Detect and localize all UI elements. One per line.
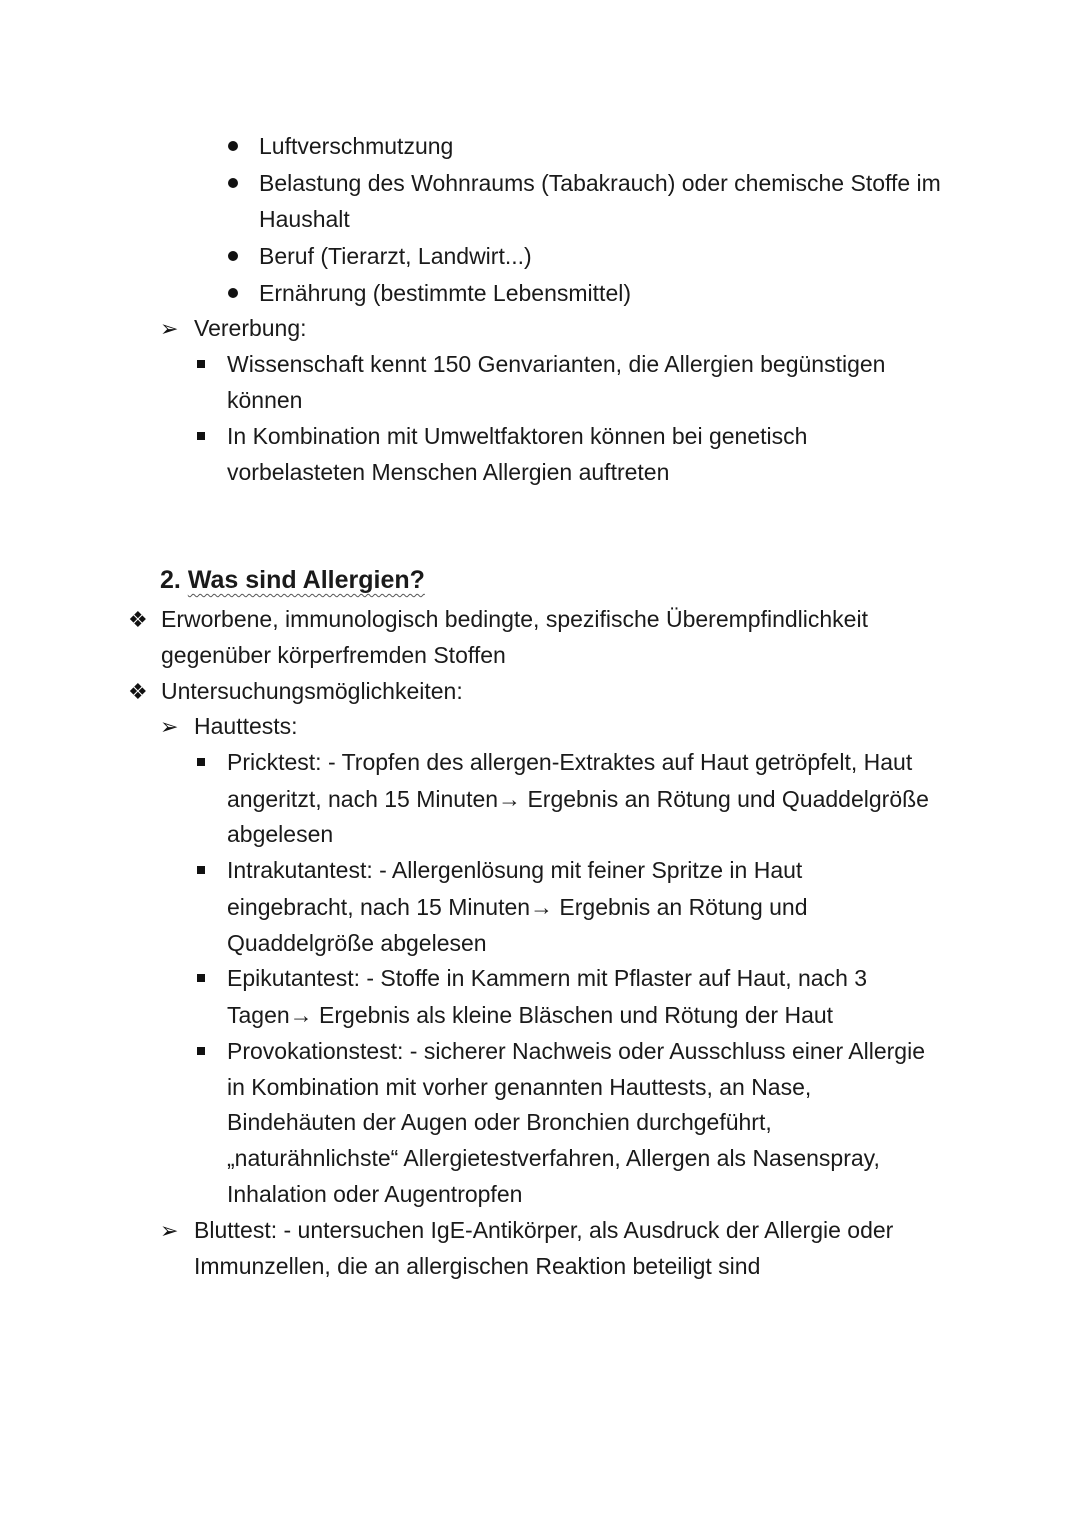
list-item: Beruf (Tierarzt, Landwirt...) (259, 243, 532, 269)
bluttest-text-continuation: Immunzellen, die an allergischen Reaktion beteiligt sind (194, 1253, 761, 1279)
list-item-continuation: Haushalt (259, 206, 350, 232)
pricktest-text-continuation: abgelesen (227, 821, 334, 847)
provokationstest-text-continuation: „naturähnlichste“ Allergietestverfahren, Allergen als Nasenspray, (227, 1145, 880, 1171)
bullet-dot (228, 288, 238, 298)
intrakutantest-text-continuation: Quaddelgröße abgelesen (227, 930, 487, 956)
list-item: In Kombination mit Umweltfaktoren können bei genetisch (227, 423, 808, 449)
square-bullet (197, 974, 205, 982)
section-title: Was sind Allergien? (187, 566, 425, 594)
section-number: 2. (160, 566, 181, 594)
intrakutantest-text-continuation: eingebracht, nach 15 Minuten→ Ergebnis an Rötung und (227, 894, 808, 920)
provokationstest-text: Provokationstest: - sicherer Nachweis oder Ausschluss einer Allergie (227, 1038, 925, 1064)
vererbung-label: Vererbung: (194, 315, 307, 341)
diamond-bullet-icon: ❖ (128, 679, 148, 704)
bullet-dot (228, 141, 238, 151)
diamond-bullet-icon: ❖ (128, 607, 148, 632)
list-item: Luftverschmutzung (259, 133, 454, 159)
square-bullet (197, 1047, 205, 1055)
definition-text: Erworbene, immunologisch bedingte, spezifische Überempfindlichkeit (161, 606, 868, 632)
list-item: Belastung des Wohnraums (Tabakrauch) oder chemische Stoffe im (259, 170, 941, 196)
square-bullet (197, 866, 205, 874)
pricktest-text: Pricktest: - Tropfen des allergen-Extraktes auf Haut getröpfelt, Haut (227, 749, 913, 775)
definition-text-continuation: gegenüber körperfremden Stoffen (161, 642, 506, 668)
section-heading (160, 562, 425, 598)
list-item-continuation: können (227, 387, 303, 413)
methods-label: Untersuchungsmöglichkeiten: (161, 678, 463, 704)
square-bullet (197, 360, 205, 368)
list-item-continuation: vorbelasteten Menschen Allergien auftreten (227, 459, 670, 485)
epikutantest-text: Epikutantest: - Stoffe in Kammern mit Pflaster auf Haut, nach 3 (227, 965, 868, 991)
square-bullet (197, 432, 205, 440)
hauttests-label: Hauttests: (194, 713, 298, 739)
list-item: Ernährung (bestimmte Lebensmittel) (259, 280, 631, 306)
provokationstest-text-continuation: Inhalation oder Augentropfen (227, 1181, 523, 1207)
arrow-bullet-icon: ➢ (160, 714, 179, 739)
bullet-dot (228, 178, 238, 188)
epikutantest-text-continuation: Tagen→ Ergebnis als kleine Bläschen und Rötung der Haut (227, 1002, 834, 1028)
pricktest-text-continuation: angeritzt, nach 15 Minuten→ Ergebnis an Rötung und Quaddelgröße (227, 786, 929, 812)
intrakutantest-text: Intrakutantest: - Allergenlösung mit feiner Spritze in Haut (227, 857, 803, 883)
arrow-bullet-icon: ➢ (160, 1218, 179, 1243)
provokationstest-text-continuation: in Kombination mit vorher genannten Hauttests, an Nase, (227, 1074, 812, 1100)
bluttest-text: Bluttest: - untersuchen IgE-Antikörper, als Ausdruck der Allergie oder (194, 1217, 894, 1243)
list-item: Wissenschaft kennt 150 Genvarianten, die Allergien begünstigen (227, 351, 886, 377)
arrow-bullet-icon: ➢ (160, 316, 179, 341)
provokationstest-text-continuation: Bindehäuten der Augen oder Bronchien durchgeführt, (227, 1109, 772, 1135)
bullet-dot (228, 251, 238, 261)
square-bullet (197, 758, 205, 766)
